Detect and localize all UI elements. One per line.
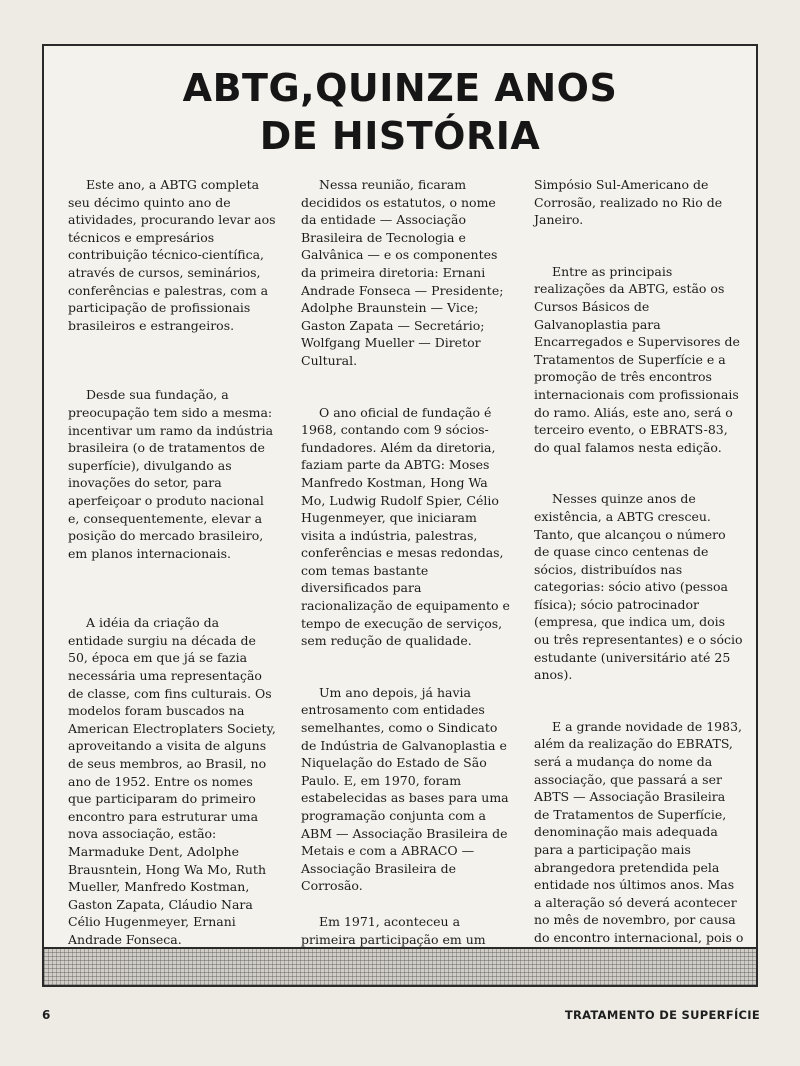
paragraph: Nessa reunião, ficaram decididos os estatutos, o nome da entidade — Associação Brasileira de Tecnologia e Galvânica — e os componentes da primeira diretoria: Ernani Andrade Fonseca — Presidente; Adolphe Braunstein — Vice; Gaston Zapata — Secretário; Wolfgang Mueller — Diretor Cultural.: [301, 177, 504, 368]
paragraph: O ano oficial de fundação é 1968, contando com 9 sócios-fundadores. Além da diretoria, faziam parte da ABTG: Moses Manfredo Kostman, Hong Wa Mo, Ludwig Rudolf Spier, Célio Hugenmeyer, que iniciaram visita a indústria, palestras, conferências e mesas redondas, com temas bastante diversificados para racionalização de equipamento e tempo de execução de serviços, sem redução de qualidade.: [301, 404, 510, 649]
publication-title: TRATAMENTO DE SUPERFÍCIE: [564, 1008, 760, 1022]
article-title: [44, 64, 756, 160]
article-frame: [42, 44, 758, 987]
paragraph: Um ano depois, já havia entrosamento com entidades semelhantes, como o Sindicato de Indústria de Galvanoplastia e Niquelação do Estado de São Paulo. E, em 1970, foram estabelecidas as bases para uma programação conjunta com a ABM — Associação Brasileira de Metais e com a ABRACO — Associação Brasileira de Corrosão.: [301, 684, 509, 894]
paragraph: Nesses quinze anos de existência, a ABTG cresceu. Tanto, que alcançou o número de quase cinco centenas de sócios, distribuídos nas categorias: sócio ativo (pessoa física); sócio patrocinador (empresa, que indica um, dois ou três representantes) e o sócio estudante (universitário até 25 anos).: [534, 491, 743, 683]
paragraph: A idéia da criação da entidade surgiu na década de 50, época em que já se fazia necessária uma representação de classe, com fins culturais. Os modelos foram buscados na American Electroplaters Society, aproveitando a visita de alguns de seus membros, ao Brasil, no ano de 1952. Entre os nomes que participaram do primeiro encontro para estruturar uma nova associação, estão: Marmaduke Dent, Adolphe Brausntein, Hong Wa Mo, Ruth Mueller, Manfredo Kostman, Gaston Zapata, Cláudio Nara Célio Hugenmeyer, Ernani Andrade Fonseca.: [68, 615, 276, 947]
column-1: [68, 176, 278, 982]
article-title-line-2: DE HISTÓRIA: [259, 114, 541, 158]
column-2: [301, 176, 511, 982]
paragraph: Em 1971, aconteceu a primeira participação em um: [301, 913, 486, 947]
paragraph: Simpósio Sul-Americano de Corrosão, realizado no Rio de Janeiro.: [534, 177, 723, 228]
page-number: 6: [42, 1008, 51, 1022]
article-body: [68, 176, 744, 982]
paragraph: E a grande novidade de 1983, além da realização do EBRATS, será a mudança do nome da associação, que passará a ser ABTS — Associação Brasileira de Tratamentos de Superfície, denominação mais adequada para a participação mais abrangedora pretendida pela entidade nos últimos anos. Mas a alteração só deverá acontecer no mês de novembro, por causa do encontro internacional, pois o: [534, 718, 744, 945]
paragraph: Desde sua fundação, a preocupação tem sido a mesma: incentivar um ramo da indústria brasileira (o de tratamentos de superfície), divulgando as inovações do setor, para aperfeiçoar o produto nacional e, consequentemente, elevar a posição do mercado brasileiro, em planos internacionais.: [68, 387, 274, 561]
decorative-hatched-bar: [44, 947, 756, 985]
article-title-line-1: ABTG,QUINZE ANOS: [182, 66, 618, 110]
paragraph: Entre as principais realizações da ABTG, estão os Cursos Básicos de Galvanoplastia para Encarregados e Supervisores de Tratamentos de Superfície e a promoção de três encontros internacionais com profissionais do ramo. Aliás, este ano, será o terceiro evento, o EBRATS-83, do qual falamos nesta edição.: [534, 263, 740, 455]
column-3: [534, 176, 744, 982]
paragraph: Este ano, a ABTG completa seu décimo quinto ano de atividades, procurando levar aos técnicos e empresários contribuição técnico-científica, através de cursos, seminários, conferências e palestras, com a participação de profissionais brasileiros e estrangeiros.: [68, 177, 276, 333]
